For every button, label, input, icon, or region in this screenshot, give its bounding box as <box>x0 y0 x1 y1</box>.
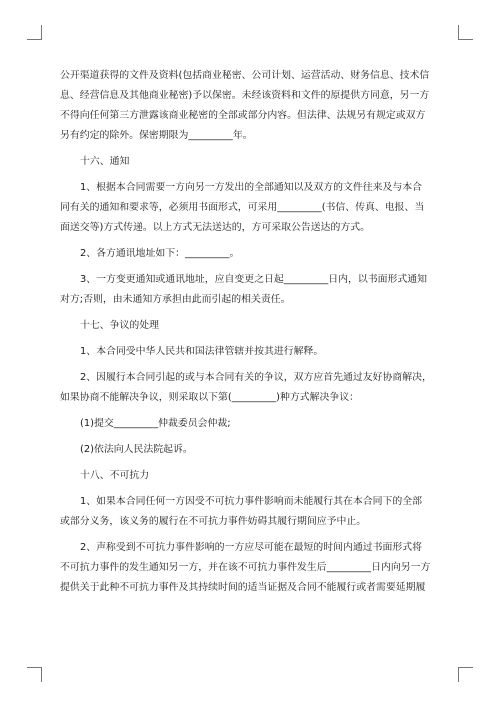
paragraph-p18_1 <box>60 492 443 532</box>
crop-mark-top-right <box>458 25 473 40</box>
paragraph-line: 2、声称受到不可抗力事件影响的一方应尽可能在最短的时间内通过书面形式将 <box>80 542 423 553</box>
paragraph-line: 十八、不可抗力 <box>80 470 150 481</box>
paragraph-line: (1)提交_________仲裁委员会仲裁; <box>80 418 231 429</box>
paragraph-line: 不可抗力事件的发生通知另一方，并在该不可抗力事件发生后_________日内向另一方 <box>60 562 431 573</box>
crop-mark-bottom-right <box>458 667 473 682</box>
paragraph-h18 <box>60 466 443 486</box>
paragraph-line: 1、根据本合同需要一方向另一方发出的全部通知以及双方的文件往来及与本合 <box>80 182 423 193</box>
paragraph-line: 提供关于此种不可抗力事件及其持续时间的适当证据及合同不能履行或者需要延期履 <box>60 582 426 593</box>
paragraph-line: 3、一方变更通知或通讯地址，应自变更之日起_________日内，以书面形式通知 <box>80 274 427 285</box>
paragraph-p17_opt2 <box>60 440 443 460</box>
paragraph-line: 公开渠道获得的文件及资料(包括商业秘密、公司计划、运营活动、财务信息、技术信 <box>60 70 430 81</box>
document-body <box>60 66 443 604</box>
paragraph-line: 2、各方通讯地址如下：_________。 <box>80 248 240 259</box>
paragraph-p16_1 <box>60 178 443 238</box>
paragraph-line: 另有约定的除外。保密期限为_________年。 <box>60 130 253 141</box>
paragraph-line: 十七、争议的处理 <box>80 320 160 331</box>
paragraph-p16_3 <box>60 270 443 310</box>
paragraph-line: 1、如果本合同任何一方因受不可抗力事件影响而未能履行其在本合同下的全部 <box>80 496 423 507</box>
paragraph-p17_1 <box>60 342 443 362</box>
paragraph-line: 对方;否则，由未通知方承担由此而引起的相关责任。 <box>60 294 291 305</box>
paragraph-line: (2)依法向人民法院起诉。 <box>80 444 193 455</box>
paragraph-line: 如果协商不能解决争议，则采取以下第(_________)种方式解决争议： <box>60 392 360 403</box>
paragraph-p17_2 <box>60 368 443 408</box>
paragraph-line: 1、本合同受中华人民共和国法律管辖并按其进行解释。 <box>80 346 324 357</box>
paragraph-h16 <box>60 152 443 172</box>
paragraph-h17 <box>60 316 443 336</box>
paragraph-line: 面送交等)方式传递。以上方式无法送达的，方可采取公告送达的方式。 <box>60 222 370 233</box>
crop-mark-bottom-left <box>27 667 42 682</box>
paragraph-line: 2、因履行本合同引起的或与本合同有关的争议，双方应首先通过友好协商解决， <box>80 372 432 383</box>
paragraph-line: 息、经营信息及其他商业秘密)予以保密。未经该资料和文件的原提供方同意，另一方 <box>60 90 430 101</box>
paragraph-line: 十六、通知 <box>80 156 130 167</box>
paragraph-line: 不得向任何第三方泄露该商业秘密的全部或部分内容。但法律、法规另有规定或双方 <box>60 110 426 121</box>
paragraph-p16_2 <box>60 244 443 264</box>
paragraph-line: 同有关的通知和要求等，必须用书面形式，可采用_________(书信、传真、电报、当 <box>60 202 425 213</box>
crop-mark-top-left <box>27 25 42 40</box>
paragraph-line: 或部分义务，该义务的履行在不可抗力事件妨碍其履行期间应予中止。 <box>60 516 367 527</box>
paragraph-p1 <box>60 66 443 146</box>
paragraph-p18_2 <box>60 538 443 598</box>
paragraph-p17_opt1 <box>60 414 443 434</box>
